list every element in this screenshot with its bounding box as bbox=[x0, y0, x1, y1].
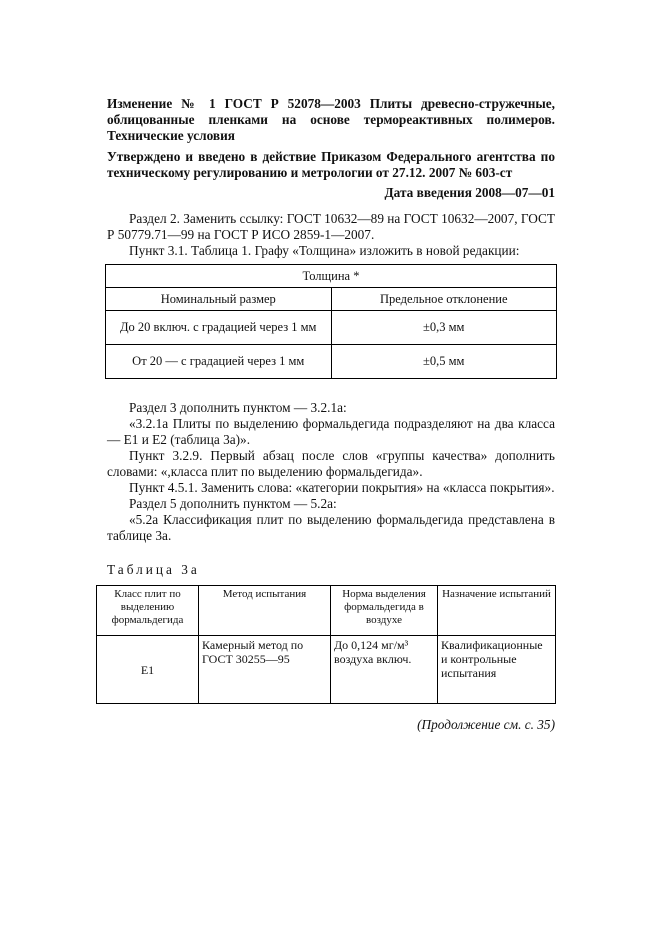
item31-text: Пункт 3.1. Таблица 1. Графу «Толщина» изложить в новой редакции: bbox=[129, 243, 520, 258]
row1-size: До 20 включ. с градацией через 1 мм bbox=[106, 311, 332, 345]
formaldehyde-table bbox=[96, 585, 556, 704]
continuation-note: (Продолжение см. с. 35) bbox=[417, 717, 555, 732]
table3a-caption: Таблица 3а bbox=[107, 562, 200, 577]
t3a-method: Камерный метод по ГОСТ 30255—95 bbox=[199, 636, 331, 704]
t3a-norm: До 0,124 мг/м³ воздуха включ. bbox=[331, 636, 438, 704]
p329-text: Пункт 3.2.9. Первый абзац после слов «группы качества» дополнить словами: «,класса плит по выделению формальдегида». bbox=[107, 448, 555, 479]
thickness-header: Толщина * bbox=[106, 265, 557, 288]
row2-size: От 20 — с градацией через 1 мм bbox=[106, 345, 332, 379]
document-title: Изменение № 1 ГОСТ Р 52078—2003 Плиты древесно-стружечные, облицованные пленками на основе термореактивных полимеров. Технические условия bbox=[107, 96, 555, 143]
approval-note: Утверждено и введено в действие Приказом Федерального агентства по техническому регулированию и метрологии от 27.12. 2007 № 603-ст bbox=[107, 149, 555, 180]
col-tolerance: Предельное отклонение bbox=[331, 288, 557, 311]
t3a-h-purpose: Назначение испытаний bbox=[438, 586, 556, 636]
body-lower bbox=[107, 400, 555, 544]
thickness-table bbox=[105, 264, 557, 379]
t3a-purpose: Квалификационные и контрольные испытания bbox=[438, 636, 556, 704]
section3-text: Раздел 3 дополнить пунктом — 3.2.1а: bbox=[129, 400, 347, 415]
effective-date: Дата введения 2008—07—01 bbox=[384, 185, 555, 200]
body-upper bbox=[107, 211, 555, 259]
p321a-text: «3.2.1а Плиты по выделению формальдегида подразделяют на два класса — Е1 и Е2 (таблица 3а)». bbox=[107, 416, 555, 447]
row1-dev: ±0,3 мм bbox=[331, 311, 557, 345]
section2-text: Раздел 2. Заменить ссылку: ГОСТ 10632—89 на ГОСТ 10632—2007, ГОСТ Р 50779.71—99 на ГОСТ Р ИСО 2859-1—2007. bbox=[107, 211, 555, 242]
t3a-h-norm: Норма выделения формальдегида в воздухе bbox=[331, 586, 438, 636]
p52a-text: «5.2а Классификация плит по выделению формальдегида представлена в таблице 3а. bbox=[107, 512, 555, 543]
col-nominal-size: Номинальный размер bbox=[106, 288, 332, 311]
section5-text: Раздел 5 дополнить пунктом — 5.2а: bbox=[129, 496, 337, 511]
t3a-h-class: Класс плит по выделению формальдегида bbox=[97, 586, 199, 636]
p451-text: Пункт 4.5.1. Заменить слова: «категории покрытия» на «класса покрытия». bbox=[129, 480, 555, 495]
t3a-class: Е1 bbox=[97, 636, 199, 704]
t3a-h-method: Метод испытания bbox=[199, 586, 331, 636]
row2-dev: ±0,5 мм bbox=[331, 345, 557, 379]
